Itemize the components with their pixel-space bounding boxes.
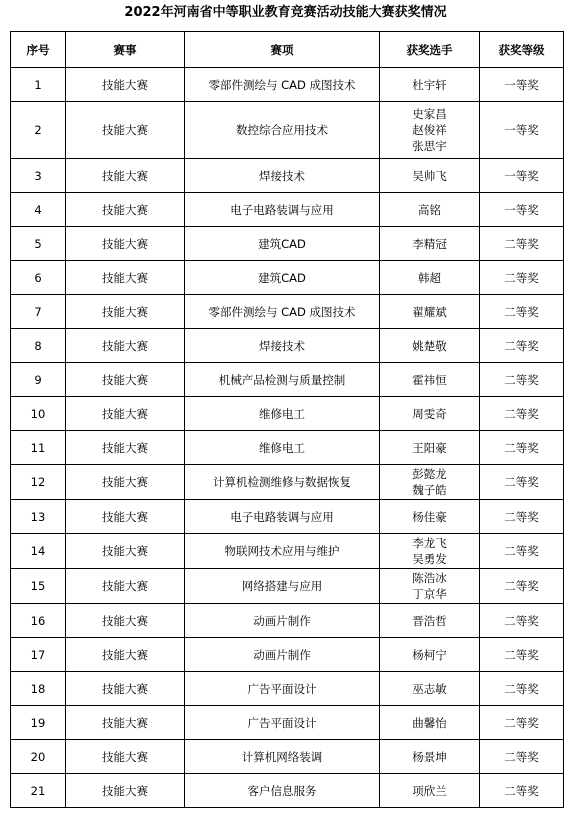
player-name: 翟耀斌 (412, 304, 447, 319)
cell-players (380, 706, 480, 740)
cell-no: 19 (11, 706, 66, 740)
cell-event: 技能大赛 (66, 227, 185, 261)
cell-award: 二等奖 (480, 569, 564, 604)
player-name: 张思宇 (412, 139, 447, 153)
cell-event: 技能大赛 (66, 638, 185, 672)
cell-award: 一等奖 (480, 68, 564, 102)
table-row (11, 329, 564, 363)
cell-players (380, 740, 480, 774)
cell-event: 技能大赛 (66, 465, 185, 500)
cell-players (380, 363, 480, 397)
cell-players (380, 102, 480, 159)
cell-event: 技能大赛 (66, 431, 185, 465)
cell-event: 技能大赛 (66, 193, 185, 227)
cell-event: 技能大赛 (66, 363, 185, 397)
cell-item: 计算机检测维修与数据恢复 (185, 465, 380, 500)
cell-item: 机械产品检测与质量控制 (185, 363, 380, 397)
cell-no: 2 (11, 102, 66, 159)
cell-item: 电子电路装调与应用 (185, 193, 380, 227)
cell-no: 14 (11, 534, 66, 569)
table-row (11, 604, 564, 638)
cell-event: 技能大赛 (66, 102, 185, 159)
table-row (11, 159, 564, 193)
cell-event: 技能大赛 (66, 740, 185, 774)
cell-no: 10 (11, 397, 66, 431)
cell-players (380, 534, 480, 569)
player-name: 巫志敏 (412, 681, 447, 696)
cell-award: 二等奖 (480, 363, 564, 397)
player-name: 王阳豪 (412, 440, 447, 455)
cell-players (380, 604, 480, 638)
table-row (11, 569, 564, 604)
cell-award: 一等奖 (480, 159, 564, 193)
cell-no: 17 (11, 638, 66, 672)
cell-players (380, 638, 480, 672)
cell-award: 二等奖 (480, 261, 564, 295)
cell-players (380, 431, 480, 465)
header-players: 获奖选手 (380, 32, 480, 68)
cell-event: 技能大赛 (66, 706, 185, 740)
cell-item: 建筑CAD (185, 261, 380, 295)
cell-item: 数控综合应用技术 (185, 102, 380, 159)
cell-event: 技能大赛 (66, 569, 185, 604)
player-name: 杨柯宁 (412, 647, 447, 662)
table-row (11, 500, 564, 534)
cell-no: 20 (11, 740, 66, 774)
cell-award: 二等奖 (480, 534, 564, 569)
table-row (11, 295, 564, 329)
header-no: 序号 (11, 32, 66, 68)
cell-event: 技能大赛 (66, 672, 185, 706)
table-row (11, 397, 564, 431)
cell-no: 8 (11, 329, 66, 363)
cell-item: 物联网技术应用与维护 (185, 534, 380, 569)
player-name: 吴帅飞 (412, 168, 447, 183)
player-name: 姚楚敬 (412, 338, 447, 353)
cell-no: 11 (11, 431, 66, 465)
cell-event: 技能大赛 (66, 774, 185, 808)
table-row (11, 534, 564, 569)
cell-players (380, 227, 480, 261)
cell-no: 21 (11, 774, 66, 808)
cell-award: 二等奖 (480, 500, 564, 534)
cell-item: 焊接技术 (185, 159, 380, 193)
cell-no: 16 (11, 604, 66, 638)
table-row (11, 638, 564, 672)
player-name: 杨佳豪 (412, 509, 447, 524)
cell-event: 技能大赛 (66, 500, 185, 534)
table-row (11, 363, 564, 397)
cell-players (380, 500, 480, 534)
cell-no: 13 (11, 500, 66, 534)
header-award: 获奖等级 (480, 32, 564, 68)
cell-item: 电子电路装调与应用 (185, 500, 380, 534)
cell-item: 建筑CAD (185, 227, 380, 261)
cell-players (380, 672, 480, 706)
table-row (11, 672, 564, 706)
cell-item: 维修电工 (185, 431, 380, 465)
cell-award: 二等奖 (480, 465, 564, 500)
player-name: 霍祎恒 (412, 372, 447, 387)
cell-players (380, 329, 480, 363)
cell-award: 二等奖 (480, 227, 564, 261)
cell-award: 二等奖 (480, 295, 564, 329)
cell-players (380, 68, 480, 102)
cell-item: 计算机网络装调 (185, 740, 380, 774)
player-name: 杨景坤 (412, 749, 447, 764)
cell-no: 3 (11, 159, 66, 193)
cell-item: 广告平面设计 (185, 706, 380, 740)
cell-no: 9 (11, 363, 66, 397)
table-row (11, 68, 564, 102)
table-body (11, 68, 564, 808)
cell-event: 技能大赛 (66, 604, 185, 638)
player-name: 杜宇轩 (412, 77, 447, 92)
cell-no: 5 (11, 227, 66, 261)
cell-award: 一等奖 (480, 193, 564, 227)
awards-table (10, 31, 564, 808)
cell-no: 1 (11, 68, 66, 102)
cell-no: 18 (11, 672, 66, 706)
table-row (11, 193, 564, 227)
player-name: 魏子皓 (412, 483, 447, 497)
cell-award: 二等奖 (480, 740, 564, 774)
cell-players (380, 295, 480, 329)
player-name: 彭懿龙 (412, 467, 447, 481)
table-row (11, 102, 564, 159)
player-name: 吴勇发 (412, 552, 447, 566)
player-name: 晋浩哲 (412, 613, 447, 628)
cell-players (380, 569, 480, 604)
player-name: 史家昌 (412, 107, 447, 121)
cell-item: 客户信息服务 (185, 774, 380, 808)
table-row (11, 774, 564, 808)
cell-item: 广告平面设计 (185, 672, 380, 706)
player-name: 李龙飞 (412, 536, 447, 550)
cell-award: 二等奖 (480, 397, 564, 431)
header-item: 赛项 (185, 32, 380, 68)
cell-award: 二等奖 (480, 638, 564, 672)
table-row (11, 227, 564, 261)
cell-item: 动画片制作 (185, 638, 380, 672)
table-row (11, 465, 564, 500)
cell-item: 零部件测绘与 CAD 成图技术 (185, 68, 380, 102)
cell-no: 4 (11, 193, 66, 227)
header-event: 赛事 (66, 32, 185, 68)
cell-award: 二等奖 (480, 774, 564, 808)
player-name: 丁京华 (412, 587, 447, 601)
cell-no: 12 (11, 465, 66, 500)
player-name: 高铭 (418, 202, 441, 217)
document-title: 2022年河南省中等职业教育竞赛活动技能大赛获奖情况 (124, 5, 447, 20)
table-row (11, 706, 564, 740)
cell-event: 技能大赛 (66, 397, 185, 431)
player-name: 周雯奇 (412, 406, 447, 421)
cell-item: 维修电工 (185, 397, 380, 431)
cell-players (380, 774, 480, 808)
cell-event: 技能大赛 (66, 329, 185, 363)
cell-event: 技能大赛 (66, 159, 185, 193)
cell-no: 15 (11, 569, 66, 604)
player-name: 赵俊祥 (412, 123, 447, 137)
table-row (11, 740, 564, 774)
table-row (11, 431, 564, 465)
player-name: 曲馨怡 (412, 715, 447, 730)
cell-no: 6 (11, 261, 66, 295)
cell-item: 焊接技术 (185, 329, 380, 363)
cell-award: 二等奖 (480, 706, 564, 740)
player-name: 项欣兰 (412, 783, 447, 798)
cell-item: 零部件测绘与 CAD 成图技术 (185, 295, 380, 329)
cell-award: 一等奖 (480, 102, 564, 159)
cell-event: 技能大赛 (66, 68, 185, 102)
cell-players (380, 397, 480, 431)
cell-event: 技能大赛 (66, 295, 185, 329)
cell-award: 二等奖 (480, 329, 564, 363)
cell-item: 动画片制作 (185, 604, 380, 638)
cell-players (380, 261, 480, 295)
cell-event: 技能大赛 (66, 534, 185, 569)
cell-award: 二等奖 (480, 431, 564, 465)
cell-players (380, 159, 480, 193)
cell-players (380, 193, 480, 227)
player-name: 韩超 (418, 270, 441, 285)
cell-item: 网络搭建与应用 (185, 569, 380, 604)
cell-award: 二等奖 (480, 672, 564, 706)
cell-players (380, 465, 480, 500)
cell-no: 7 (11, 295, 66, 329)
table-row (11, 261, 564, 295)
player-name: 陈浩冰 (412, 571, 447, 585)
table-header-row (11, 32, 564, 68)
cell-event: 技能大赛 (66, 261, 185, 295)
player-name: 李精冠 (412, 236, 447, 251)
cell-award: 二等奖 (480, 604, 564, 638)
